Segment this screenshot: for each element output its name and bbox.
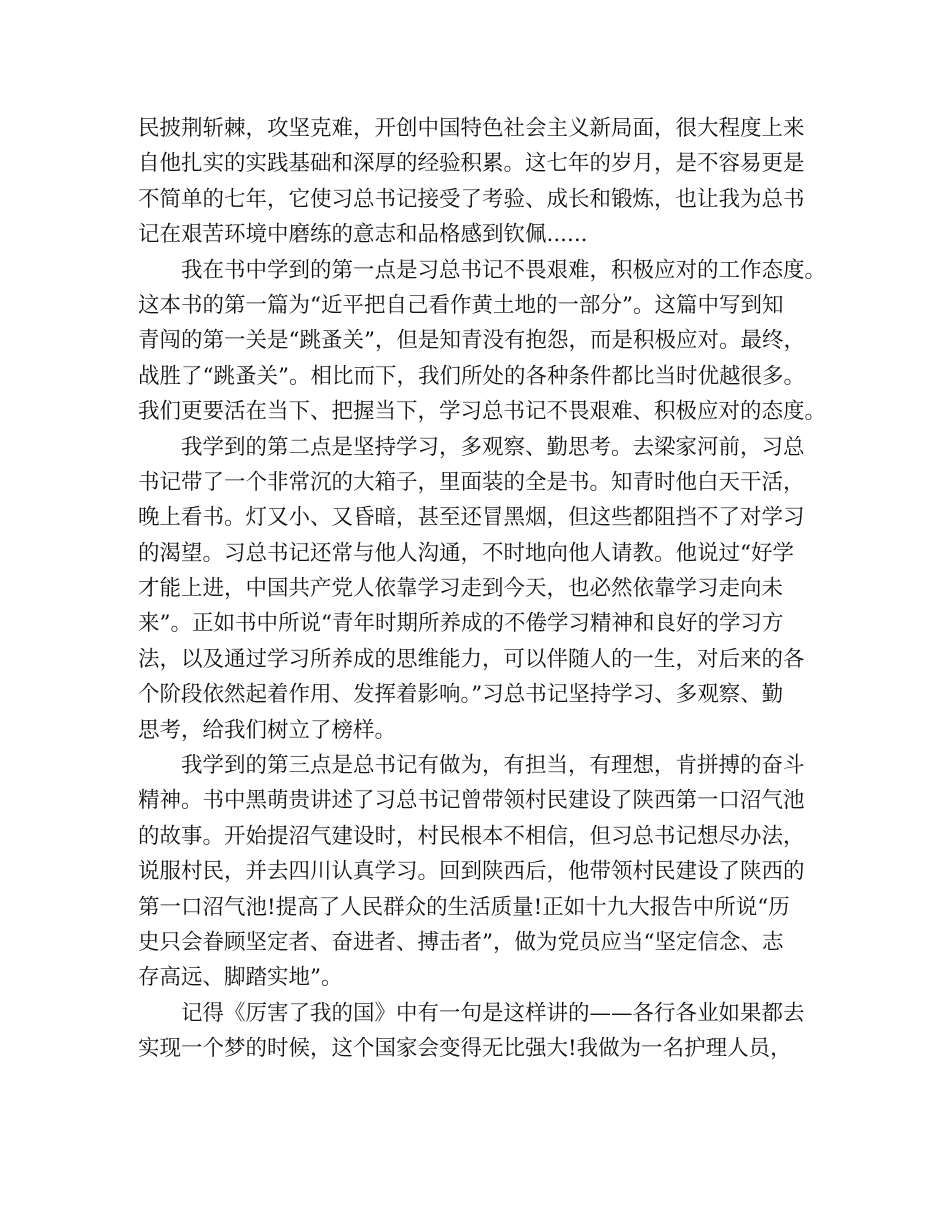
paragraph-first-line: 我学到的第三点是总书记有做为，有担当，有理想，肯拼搏的奋斗 bbox=[181, 753, 805, 779]
text-line: 民披荆斩棘，攻坚克难，开创中国特色社会主义新局面，很大程度上来 bbox=[138, 116, 805, 141]
text-line: 精神。书中黑萌贵讲述了习总书记曾带领村民建设了陕西第一口沼气池 bbox=[138, 788, 805, 814]
text-line: 实现一个梦的时候，这个国家会变得无比强大!我做为一名护理人员， bbox=[138, 1036, 792, 1062]
text-line: 个阶段依然起着作用、发挥着影响。”习总书记坚持学习、多观察、勤 bbox=[138, 682, 784, 708]
text-line: 这本书的第一篇为“近平把自己看作黄土地的一部分”。这篇中写到知 bbox=[138, 292, 784, 318]
text-line: 书记带了一个非常沉的大箱子，里面装的全是书。知青时他白天干活， bbox=[138, 469, 805, 495]
text-line: 战胜了“跳蚤关”。相比而下，我们所处的各种条件都比当时优越很多。 bbox=[138, 363, 805, 389]
text-line: 存高远、脚踏实地”。 bbox=[138, 965, 343, 991]
paragraph-first-line: 我学到的第二点是坚持学习，多观察、勤思考。去梁家河前，习总 bbox=[181, 434, 805, 460]
text-line: 记在艰苦环境中磨练的意志和品格感到钦佩...... bbox=[138, 222, 588, 248]
paragraph-first-line: 我在书中学到的第一点是习总书记不畏艰难，积极应对的工作态度。 bbox=[181, 257, 827, 283]
paragraph-first-line: 记得《厉害了我的国》中有一句是这样讲的——各行各业如果都去 bbox=[181, 1000, 805, 1026]
text-line: 第一口沼气池!提高了人民群众的生活质量!正如十九大报告中所说“历 bbox=[138, 894, 790, 920]
text-line: 来”。正如书中所说“青年时期所养成的不倦学习精神和良好的学习方 bbox=[138, 611, 784, 637]
text-line: 的故事。开始提沼气建设时，村民根本不相信，但习总书记想尽办法， bbox=[138, 823, 805, 849]
text-line: 我们更要活在当下、把握当下，学习总书记不畏艰难、积极应对的态度。 bbox=[138, 399, 827, 425]
text-line: 史只会眷顾坚定者、奋进者、搏击者”，做为党员应当“坚定信念、志 bbox=[138, 929, 784, 955]
text-line: 说服村民，并去四川认真学习。回到陕西后，他带领村民建设了陕西的 bbox=[138, 859, 805, 885]
text-line: 不简单的七年，它使习总书记接受了考验、成长和锻炼，也让我为总书 bbox=[138, 186, 805, 212]
text-line: 自他扎实的实践基础和深厚的经验积累。这七年的岁月，是不容易更是 bbox=[138, 151, 805, 177]
text-line: 法，以及通过学习所养成的思维能力，可以伴随人的一生，对后来的各 bbox=[138, 646, 805, 672]
text-line: 才能上进，中国共产党人依靠学习走到今天，也必然依靠学习走向未 bbox=[138, 576, 784, 602]
text-line: 的渴望。习总书记还常与他人沟通，不时地向他人请教。他说过“好学 bbox=[138, 540, 794, 566]
text-line: 晚上看书。灯又小、又昏暗，甚至还冒黑烟，但这些都阻挡不了对学习 bbox=[138, 505, 805, 531]
body-text bbox=[138, 111, 828, 1067]
text-line: 青闯的第一关是“跳蚤关”，但是知青没有抱怨，而是积极应对。最终， bbox=[138, 328, 805, 354]
text-line: 思考，给我们树立了榜样。 bbox=[138, 717, 397, 743]
